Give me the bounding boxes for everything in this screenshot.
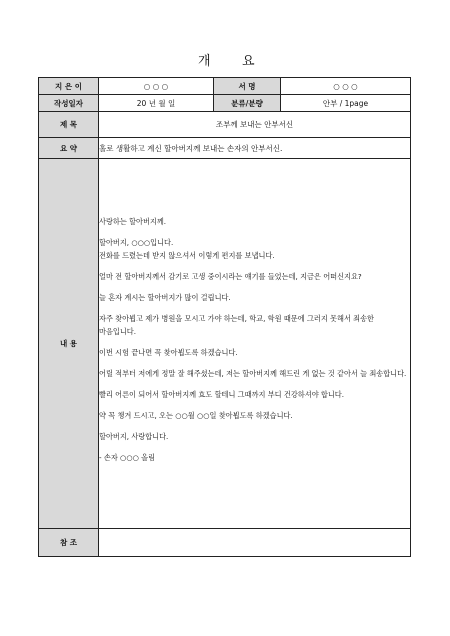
letter-paragraph: 약 꼭 챙겨 드시고, 오는 ○○월 ○○일 찾아뵙도록 하겠습니다.: [99, 411, 293, 420]
summary-value: 홀로 생활하고 계신 할아버지께 보내는 손자의 안부서신.: [99, 138, 411, 159]
title-char-2: 요: [242, 54, 255, 69]
letter-paragraph: 할아버지, ○○○입니다. 전화를 드렸는데 받지 않으셔서 이렇게 편지를 보냅니다.: [99, 238, 275, 260]
signature-label: 서 명: [214, 78, 281, 95]
letter-paragraph: 사랑하는 할아버지께.: [99, 217, 167, 226]
author-label: 지 은 이: [39, 78, 99, 95]
letter-paragraph: 빨리 어른이 되어서 할아버지께 효도 할테니 그때까지 부디 건강하셔야 합니다.: [99, 390, 345, 399]
letter-paragraph: 자주 찾아뵙고 제가 병원을 모시고 가야 하는데, 학교, 학원 때문에 그러지 못해서 죄송한 마음입니다.: [99, 314, 377, 336]
reference-label: 참 조: [39, 529, 99, 557]
subject-value: 조부께 보내는 안부서신: [99, 112, 411, 138]
reference-value: [99, 529, 411, 557]
date-value: 20 년 월 일: [99, 95, 214, 112]
letter-paragraph: 할아버지, 사랑합니다.: [99, 432, 169, 441]
summary-label: 요 약: [39, 138, 99, 159]
title-char-1: 개: [198, 54, 211, 69]
letter-paragraph: 어릴 적부터 저에게 정말 잘 해주셨는데, 저는 할아버지께 해드린 게 없는 것 같아서 늘 죄송합니다.: [99, 369, 407, 378]
letter-paragraph: 이번 시험 끝나면 꼭 찾아뵙도록 하겠습니다.: [99, 348, 238, 357]
category-label: 분류/분량: [214, 95, 281, 112]
signature-value: ○ ○ ○: [281, 78, 411, 95]
author-value: ○ ○ ○: [99, 78, 214, 95]
letter-paragraph: 늘 혼자 계시는 할아버지가 많이 걸립니다.: [99, 293, 231, 302]
content-label: 내 용: [39, 159, 99, 529]
outline-form-table: [38, 77, 411, 557]
letter-body: [99, 159, 411, 529]
letter-paragraph: 얼마 전 할아버지께서 감기로 고생 중이시라는 얘기를 들었는데, 지금은 어떠신지요?: [99, 272, 362, 281]
subject-label: 제 목: [39, 112, 99, 138]
category-value: 안부 / 1page: [281, 95, 411, 112]
letter-signoff: - 손자 ○○○ 올림: [99, 453, 156, 462]
date-label: 작성일자: [39, 95, 99, 112]
